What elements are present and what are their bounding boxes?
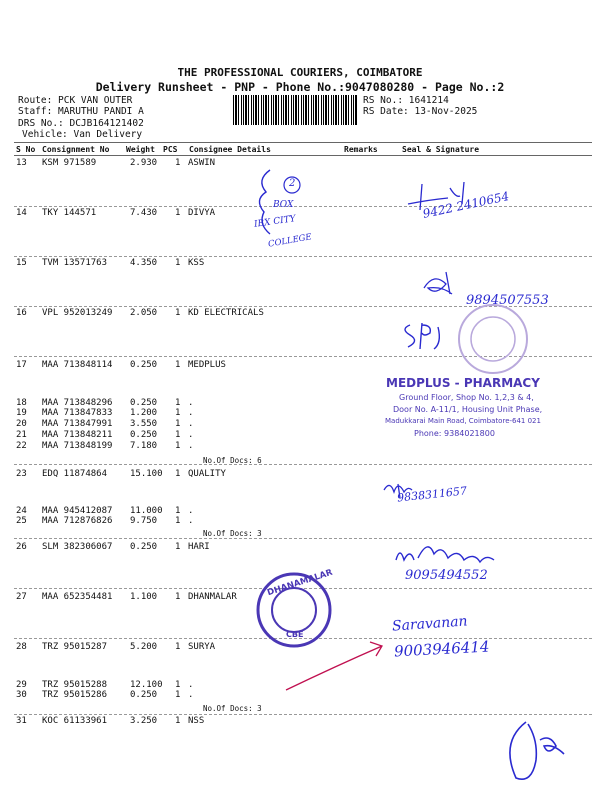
row-pcs: 1 [175, 208, 181, 218]
row-pcs: 1 [175, 360, 181, 370]
row-weight: 0.250 [130, 430, 158, 440]
row-pcs: 1 [175, 642, 181, 652]
row-consignment-no: TRZ 95015287 [42, 642, 108, 652]
row-sno: 28 [16, 642, 27, 652]
row-pcs: 1 [175, 716, 181, 726]
rs-date: RS Date: 13-Nov-2025 [363, 106, 478, 117]
medplus-stamp-phone: Phone: 9384021800 [414, 429, 495, 438]
row-consignment-no: MAA 713848199 [42, 441, 113, 451]
row-pcs: 1 [175, 690, 181, 700]
row-consignee: . [188, 430, 194, 440]
dhanmalar-stamp-outer: DHANAMALAR [266, 567, 334, 599]
row-consignment-no: TRZ 95015288 [42, 680, 108, 690]
row-weight: 0.250 [130, 542, 158, 552]
row-weight: 15.100 [130, 469, 163, 479]
header-rule-bottom [14, 155, 592, 156]
row-sno: 31 [16, 716, 27, 726]
col-consignment: Consignment No [42, 145, 110, 154]
doc-count-24-25: No.Of Docs: 3 [203, 529, 262, 538]
row-sno: 17 [16, 360, 27, 370]
row-pcs: 1 [175, 158, 181, 168]
row-pcs: 1 [175, 592, 181, 602]
row-weight: 11.000 [130, 506, 163, 516]
row-sno: 22 [16, 441, 27, 451]
row-pcs: 1 [175, 430, 181, 440]
row-sno: 24 [16, 506, 27, 516]
col-pcs: PCS [163, 145, 178, 154]
row-pcs: 1 [175, 542, 181, 552]
row-pcs: 1 [175, 398, 181, 408]
row-consignment-no: TKY 144571 [42, 208, 97, 218]
row-consignee: KD ELECTRICALS [188, 308, 264, 318]
header-rule-top [14, 142, 592, 143]
row-consignment-no: MAA 713848211 [42, 430, 113, 440]
doc-count-29-30: No.Of Docs: 3 [203, 704, 262, 713]
row14-note-college: COLLEGE [267, 232, 313, 250]
row-consignee: HARI [188, 542, 210, 552]
col-remarks: Remarks [344, 145, 378, 154]
row-sno: 26 [16, 542, 27, 552]
row-pcs: 1 [175, 258, 181, 268]
runsheet-title: Delivery Runsheet - PNP - Phone No.:9047080280 - Page No.:2 [95, 80, 505, 94]
row-consignment-no: TRZ 95015286 [42, 690, 108, 700]
col-sno: S No [16, 145, 36, 154]
staff: Staff: MARUTHU PANDI A [18, 106, 144, 117]
row-consignment-no: SLM 382306067 [42, 542, 113, 552]
row-consignee: DHANMALAR [188, 592, 237, 602]
row-weight: 3.550 [130, 419, 158, 429]
row-consignment-no: EDQ 11874864 [42, 469, 108, 479]
row-consignment-no: MAA 713847991 [42, 419, 113, 429]
row-consignment-no: TVM 13571763 [42, 258, 108, 268]
company-name: THE PROFESSIONAL COURIERS, COIMBATORE [177, 66, 423, 79]
medplus-stamp-title: MEDPLUS - PHARMACY [386, 376, 540, 390]
row28-name: Saravanan [391, 613, 469, 635]
row-weight: 0.250 [130, 690, 158, 700]
barcode [233, 95, 357, 125]
row-pcs: 1 [175, 441, 181, 451]
row-sno: 15 [16, 258, 27, 268]
row-weight: 9.750 [130, 516, 158, 526]
row-weight: 7.180 [130, 441, 158, 451]
row-pcs: 1 [175, 516, 181, 526]
row-weight: 0.250 [130, 360, 158, 370]
row-weight: 7.430 [130, 208, 158, 218]
row-divider [14, 714, 592, 715]
row-pcs: 1 [175, 506, 181, 516]
row-consignment-no: KOC 61133961 [42, 716, 108, 726]
row16-phone: 9894507553 [466, 293, 549, 308]
row14-note-box: BOX [273, 200, 294, 210]
row28-phone: 9003946414 [393, 637, 490, 661]
vehicle: Vehicle: Van Delivery [22, 129, 143, 140]
row-consignee: . [188, 680, 194, 690]
row13-circled-number: 2 [289, 178, 296, 189]
row-consignee: . [188, 419, 194, 429]
row15-signature [418, 268, 468, 304]
row26-signature [392, 538, 502, 570]
row-consignment-no: VPL 952013249 [42, 308, 113, 318]
row-consignee: QUALITY [188, 469, 226, 479]
row-consignment-no: KSM 971589 [42, 158, 97, 168]
row-sno: 21 [16, 430, 27, 440]
row-consignee: . [188, 398, 194, 408]
row-consignment-no: MAA 713848114 [42, 360, 113, 370]
row-weight: 3.250 [130, 716, 158, 726]
row-sno: 13 [16, 158, 27, 168]
row-pcs: 1 [175, 680, 181, 690]
row-sno: 25 [16, 516, 27, 526]
row-consignee: ASWIN [188, 158, 216, 168]
row-consignment-no: MAA 945412087 [42, 506, 113, 516]
medplus-stamp-line3: Door No. A-11/1, Housing Unit Phase, [393, 405, 543, 414]
row14-phone: 9422 2410654 [421, 189, 511, 221]
row-consignee: NSS [188, 716, 205, 726]
row-divider [14, 538, 592, 539]
row-weight: 4.350 [130, 258, 158, 268]
row-sno: 18 [16, 398, 27, 408]
col-weight: Weight [126, 145, 155, 154]
row26-phone: 9095494552 [405, 568, 488, 583]
row-consignee: MEDPLUS [188, 360, 226, 370]
row-sno: 27 [16, 592, 27, 602]
row16-round-stamp [456, 302, 530, 376]
dhanmalar-stamp-inner: CBE [286, 630, 304, 639]
row-weight: 12.100 [130, 680, 163, 690]
row-consignee: . [188, 408, 194, 418]
row-weight: 1.200 [130, 408, 158, 418]
row-consignee: . [188, 506, 194, 516]
col-consignee: Consignee Details [189, 145, 271, 154]
row-pcs: 1 [175, 408, 181, 418]
rs-number: RS No.: 1641214 [363, 95, 449, 106]
row23-phone: 9838311657 [396, 484, 468, 505]
row-sno: 20 [16, 419, 27, 429]
row14-note-city: IBX CITY [253, 214, 297, 230]
medplus-stamp-line4: Madukkarai Main Road, Coimbatore-641 021 [385, 417, 541, 425]
row-weight: 2.050 [130, 308, 158, 318]
row-consignee: . [188, 441, 194, 451]
row-consignment-no: MAA 713848296 [42, 398, 113, 408]
row-consignment-no: MAA 713847833 [42, 408, 113, 418]
row-consignment-no: MAA 652354481 [42, 592, 113, 602]
doc-count-18-22: No.Of Docs: 6 [203, 456, 262, 465]
row-pcs: 1 [175, 419, 181, 429]
row-sno: 23 [16, 469, 27, 479]
row-sno: 19 [16, 408, 27, 418]
row-sno: 16 [16, 308, 27, 318]
row28-arrow [282, 638, 392, 698]
row-consignment-no: MAA 712876826 [42, 516, 113, 526]
row-pcs: 1 [175, 469, 181, 479]
row-consignee: DIVYA [188, 208, 216, 218]
row-divider [14, 464, 592, 465]
row-sno: 29 [16, 680, 27, 690]
row-consignee: SURYA [188, 642, 216, 652]
row-weight: 1.100 [130, 592, 158, 602]
row-consignee: . [188, 690, 194, 700]
medplus-stamp-line2: Ground Floor, Shop No. 1,2,3 & 4, [399, 393, 534, 402]
row-consignee: . [188, 516, 194, 526]
row-divider [14, 256, 592, 257]
row-weight: 2.930 [130, 158, 158, 168]
row31-signature [500, 716, 580, 786]
row-weight: 0.250 [130, 398, 158, 408]
row16-signature [398, 317, 458, 353]
row-sno: 14 [16, 208, 27, 218]
row-consignee: KSS [188, 258, 205, 268]
row-weight: 5.200 [130, 642, 158, 652]
col-seal: Seal & Signature [402, 145, 480, 154]
row-pcs: 1 [175, 308, 181, 318]
route: Route: PCK VAN OUTER [18, 95, 133, 106]
drs-number: DRS No.: DCJB164121402 [18, 118, 144, 129]
row-sno: 30 [16, 690, 27, 700]
